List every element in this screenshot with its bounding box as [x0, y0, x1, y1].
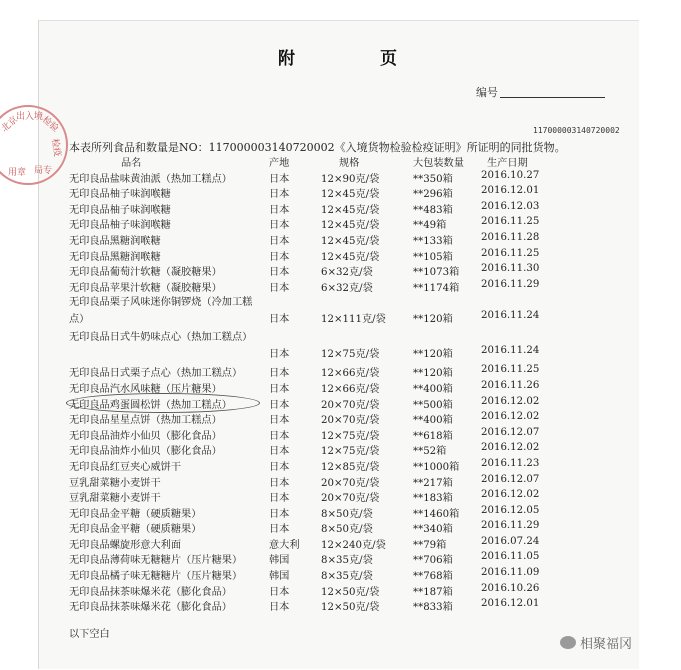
cell-origin: 日本	[269, 267, 290, 279]
header-name: 品名	[121, 158, 142, 169]
header-date: 生产日期	[487, 158, 528, 169]
cell-qty: **187箱	[413, 586, 453, 598]
cell-origin: 韩国	[269, 555, 290, 567]
table-row	[69, 279, 609, 295]
cell-name: 无印良品日式栗子点心（热加工糕点）	[69, 368, 243, 380]
watermark	[560, 633, 632, 652]
serial-label: 编号	[476, 86, 498, 99]
cell-date: 2016.07.24	[481, 535, 540, 547]
cell-spec: 12×90克/袋	[321, 173, 380, 185]
cell-qty: **133箱	[413, 235, 453, 247]
table-row	[69, 201, 609, 217]
header-origin: 产地	[269, 158, 290, 169]
cell-origin: 日本	[269, 204, 290, 216]
cell-spec: 20×70克/袋	[321, 493, 380, 505]
cell-spec: 8×50克/袋	[321, 524, 373, 536]
table-row	[69, 329, 609, 364]
table-row	[69, 567, 609, 583]
cell-qty: **400箱	[413, 383, 453, 395]
table-header	[69, 154, 609, 170]
cell-qty: **120箱	[413, 368, 453, 380]
cell-origin: 日本	[269, 399, 290, 411]
cell-name: 无印良品汽水风味糖（压片糖果）	[69, 383, 222, 395]
table-row	[69, 248, 609, 264]
cell-date: 2016.11.25	[481, 216, 540, 228]
cell-name: 无印良品金平糖（硬质糖果）	[69, 508, 202, 520]
cell-date: 2016.10.26	[481, 582, 540, 594]
cell-qty: **217箱	[413, 477, 453, 489]
cell-name: 无印良品抹茶味爆米花（膨化食品）	[69, 602, 232, 614]
cell-origin: 日本	[269, 430, 290, 442]
cell-spec: 12×50克/袋	[321, 586, 380, 598]
cell-date: 2016.12.01	[481, 598, 540, 610]
cell-date: 2016.12.02	[481, 395, 540, 407]
cell-spec: 20×70克/袋	[321, 415, 380, 427]
cell-date: 2016.11.28	[481, 231, 540, 243]
cell-name: 无印良品栗子风味迷你铜锣烧（冷加工糕点）	[69, 297, 253, 326]
cell-qty: **1000箱	[413, 461, 460, 473]
cell-name: 无印良品金平糖（硬质糖果）	[69, 524, 202, 536]
table-row	[69, 185, 609, 201]
goods-table	[69, 154, 609, 614]
cell-spec: 8×35克/袋	[321, 571, 373, 583]
cell-spec: 8×50克/袋	[321, 508, 373, 520]
table-row	[69, 396, 609, 412]
cell-qty: **706箱	[413, 555, 453, 567]
cell-qty: **500箱	[413, 399, 453, 411]
header-qty: 大包装数量	[413, 158, 464, 169]
page-title: 附 页	[278, 49, 431, 69]
cell-qty: **1174箱	[413, 282, 460, 294]
cell-origin: 意大利	[269, 539, 300, 551]
cell-spec: 12×66克/袋	[321, 383, 380, 395]
cell-date: 2016.12.02	[481, 442, 540, 454]
cell-date: 2016.11.29	[481, 520, 540, 532]
cell-name: 无印良品鸡蛋圆松饼（热加工糕点）	[69, 399, 232, 411]
cell-qty: **400箱	[413, 415, 453, 427]
cell-qty: **120箱	[413, 349, 453, 361]
cell-name: 无印良品油炸小仙贝（膨化食品）	[69, 446, 222, 458]
cell-date: 2016.12.02	[481, 411, 540, 423]
header-spec: 规格	[339, 158, 360, 169]
footer-blank-note: 以下空白	[69, 629, 110, 640]
cell-origin: 日本	[269, 383, 290, 395]
table-row	[69, 364, 609, 380]
cell-origin: 日本	[269, 189, 290, 201]
cell-date: 2016.11.30	[481, 263, 540, 275]
cell-name: 无印良品柚子味润喉糖	[69, 189, 171, 201]
cell-name: 无印良品螺旋形意大利面	[69, 539, 182, 551]
cell-name: 无印良品柚子味润喉糖	[69, 220, 171, 232]
cell-qty: **52箱	[413, 446, 447, 458]
table-body	[69, 170, 609, 614]
table-row	[69, 551, 609, 567]
cell-date: 2016.11.09	[481, 567, 540, 579]
cell-qty: **105箱	[413, 251, 453, 263]
cell-name: 无印良品黑糖润喉糖	[69, 235, 161, 247]
table-row	[69, 536, 609, 552]
cell-date: 2016.12.03	[481, 200, 540, 212]
cell-origin: 日本	[269, 220, 290, 232]
table-row	[69, 232, 609, 248]
table-row	[69, 411, 609, 427]
cell-spec: 12×45克/袋	[321, 204, 380, 216]
cell-spec: 6×32克/袋	[321, 282, 373, 294]
cell-name: 无印良品薄荷味无糖糖片（压片糖果）	[69, 555, 243, 567]
cell-spec: 12×75克/袋	[321, 430, 380, 442]
cell-name: 无印良品橘子味无糖糖片（压片糖果）	[69, 571, 243, 583]
cell-qty: **49箱	[413, 220, 447, 232]
official-stamp: 北京 出入境 检验 检疫 局专 用章	[0, 105, 68, 185]
cell-date: 2016.11.23	[481, 457, 540, 469]
cell-date: 2016.11.29	[481, 278, 540, 290]
cell-spec: 12×66克/袋	[321, 368, 380, 380]
cell-date: 2016.12.07	[481, 473, 540, 485]
cell-origin: 日本	[269, 446, 290, 458]
table-row	[69, 583, 609, 599]
cell-spec: 6×32克/袋	[321, 267, 373, 279]
cell-name: 无印良品抹茶味爆米花（膨化食品）	[69, 586, 232, 598]
table-row	[69, 442, 609, 458]
cell-name: 无印良品日式牛奶味点心（热加工糕点）	[69, 332, 253, 344]
table-row	[69, 505, 609, 521]
cell-qty: **120箱	[413, 314, 453, 326]
cell-qty: **340箱	[413, 524, 453, 536]
cell-qty: **483箱	[413, 204, 453, 216]
cell-spec: 12×45克/袋	[321, 251, 380, 263]
table-row	[69, 598, 609, 614]
cell-name: 无印良品葡萄汁软糖（凝胶糖果）	[69, 267, 222, 279]
cell-date: 2016.11.24	[481, 310, 540, 322]
cell-qty: **618箱	[413, 430, 453, 442]
cell-name: 无印良品星星点饼（热加工糕点）	[69, 415, 222, 427]
cell-name: 无印良品红豆夹心威饼干	[69, 461, 182, 473]
cell-spec: 12×45克/袋	[321, 189, 380, 201]
cell-spec: 8×35克/袋	[321, 555, 373, 567]
cell-qty: **79箱	[413, 539, 447, 551]
cell-origin: 韩国	[269, 571, 290, 583]
intro-text: 本表所列食品和数量是NO：117000003140720002《入境货物检验检疫证明》所证明的同批货物。	[69, 141, 566, 154]
document-code: 117000003140720002	[533, 126, 620, 135]
cell-name: 无印良品柚子味润喉糖	[69, 204, 171, 216]
cell-origin: 日本	[269, 586, 290, 598]
watermark-text: 相聚福冈	[580, 637, 633, 652]
cell-date: 2016.11.24	[481, 345, 540, 357]
cell-qty: **1073箱	[413, 267, 460, 279]
cell-spec: 12×111克/袋	[321, 314, 386, 326]
serial-blank-line	[500, 97, 605, 98]
wechat-icon	[560, 636, 576, 649]
cell-date: 2016.12.05	[481, 504, 540, 516]
cell-spec: 12×75克/袋	[321, 349, 380, 361]
cell-date: 2016.11.25	[481, 247, 540, 259]
cell-spec: 12×45克/袋	[321, 220, 380, 232]
table-row	[69, 489, 609, 505]
cell-name: 无印良品黑糖润喉糖	[69, 251, 161, 263]
cell-date: 2016.12.02	[481, 489, 540, 501]
cell-date: 2016.11.26	[481, 379, 540, 391]
cell-origin: 日本	[269, 173, 290, 185]
cell-date: 2016.10.27	[481, 169, 540, 181]
cell-origin: 日本	[269, 602, 290, 614]
cell-origin: 日本	[269, 461, 290, 473]
cell-qty: **1460箱	[413, 508, 460, 520]
table-row	[69, 263, 609, 279]
cell-origin: 日本	[269, 349, 290, 361]
cell-name: 无印良品苹果汁软糖（凝胶糖果）	[69, 282, 222, 294]
cell-origin: 日本	[269, 493, 290, 505]
cell-origin: 日本	[269, 282, 290, 294]
cell-origin: 日本	[269, 415, 290, 427]
table-row	[69, 427, 609, 443]
cell-spec: 20×70克/袋	[321, 477, 380, 489]
table-row	[69, 520, 609, 536]
cell-spec: 12×50克/袋	[321, 602, 380, 614]
cell-qty: **833箱	[413, 602, 453, 614]
cell-spec: 12×240克/袋	[321, 539, 386, 551]
table-row	[69, 474, 609, 490]
cell-name: 豆乳甜菜糖小麦饼干	[69, 477, 161, 489]
cell-spec: 12×75克/袋	[321, 446, 380, 458]
cell-origin: 日本	[269, 314, 290, 326]
cell-origin: 日本	[269, 235, 290, 247]
cell-origin: 日本	[269, 251, 290, 263]
cell-qty: **296箱	[413, 189, 453, 201]
cell-origin: 日本	[269, 524, 290, 536]
cell-qty: **768箱	[413, 571, 453, 583]
table-row	[69, 294, 609, 329]
table-row	[69, 458, 609, 474]
cell-origin: 日本	[269, 508, 290, 520]
cell-date: 2016.11.05	[481, 551, 540, 563]
cell-qty: **350箱	[413, 173, 453, 185]
cell-name: 无印良品油炸小仙贝（膨化食品）	[69, 430, 222, 442]
cell-origin: 日本	[269, 477, 290, 489]
cell-spec: 20×70克/袋	[321, 399, 380, 411]
cell-spec: 12×45克/袋	[321, 235, 380, 247]
cell-date: 2016.12.01	[481, 185, 540, 197]
cell-origin: 日本	[269, 368, 290, 380]
cell-qty: **183箱	[413, 493, 453, 505]
cell-name: 无印良品盐味黄油派（热加工糕点）	[69, 173, 232, 185]
table-row	[69, 216, 609, 232]
cell-date: 2016.11.25	[481, 364, 540, 376]
table-row	[69, 170, 609, 186]
cell-date: 2016.12.07	[481, 426, 540, 438]
cell-spec: 12×85克/袋	[321, 461, 380, 473]
cell-name: 豆乳甜菜糖小麦饼干	[69, 493, 161, 505]
